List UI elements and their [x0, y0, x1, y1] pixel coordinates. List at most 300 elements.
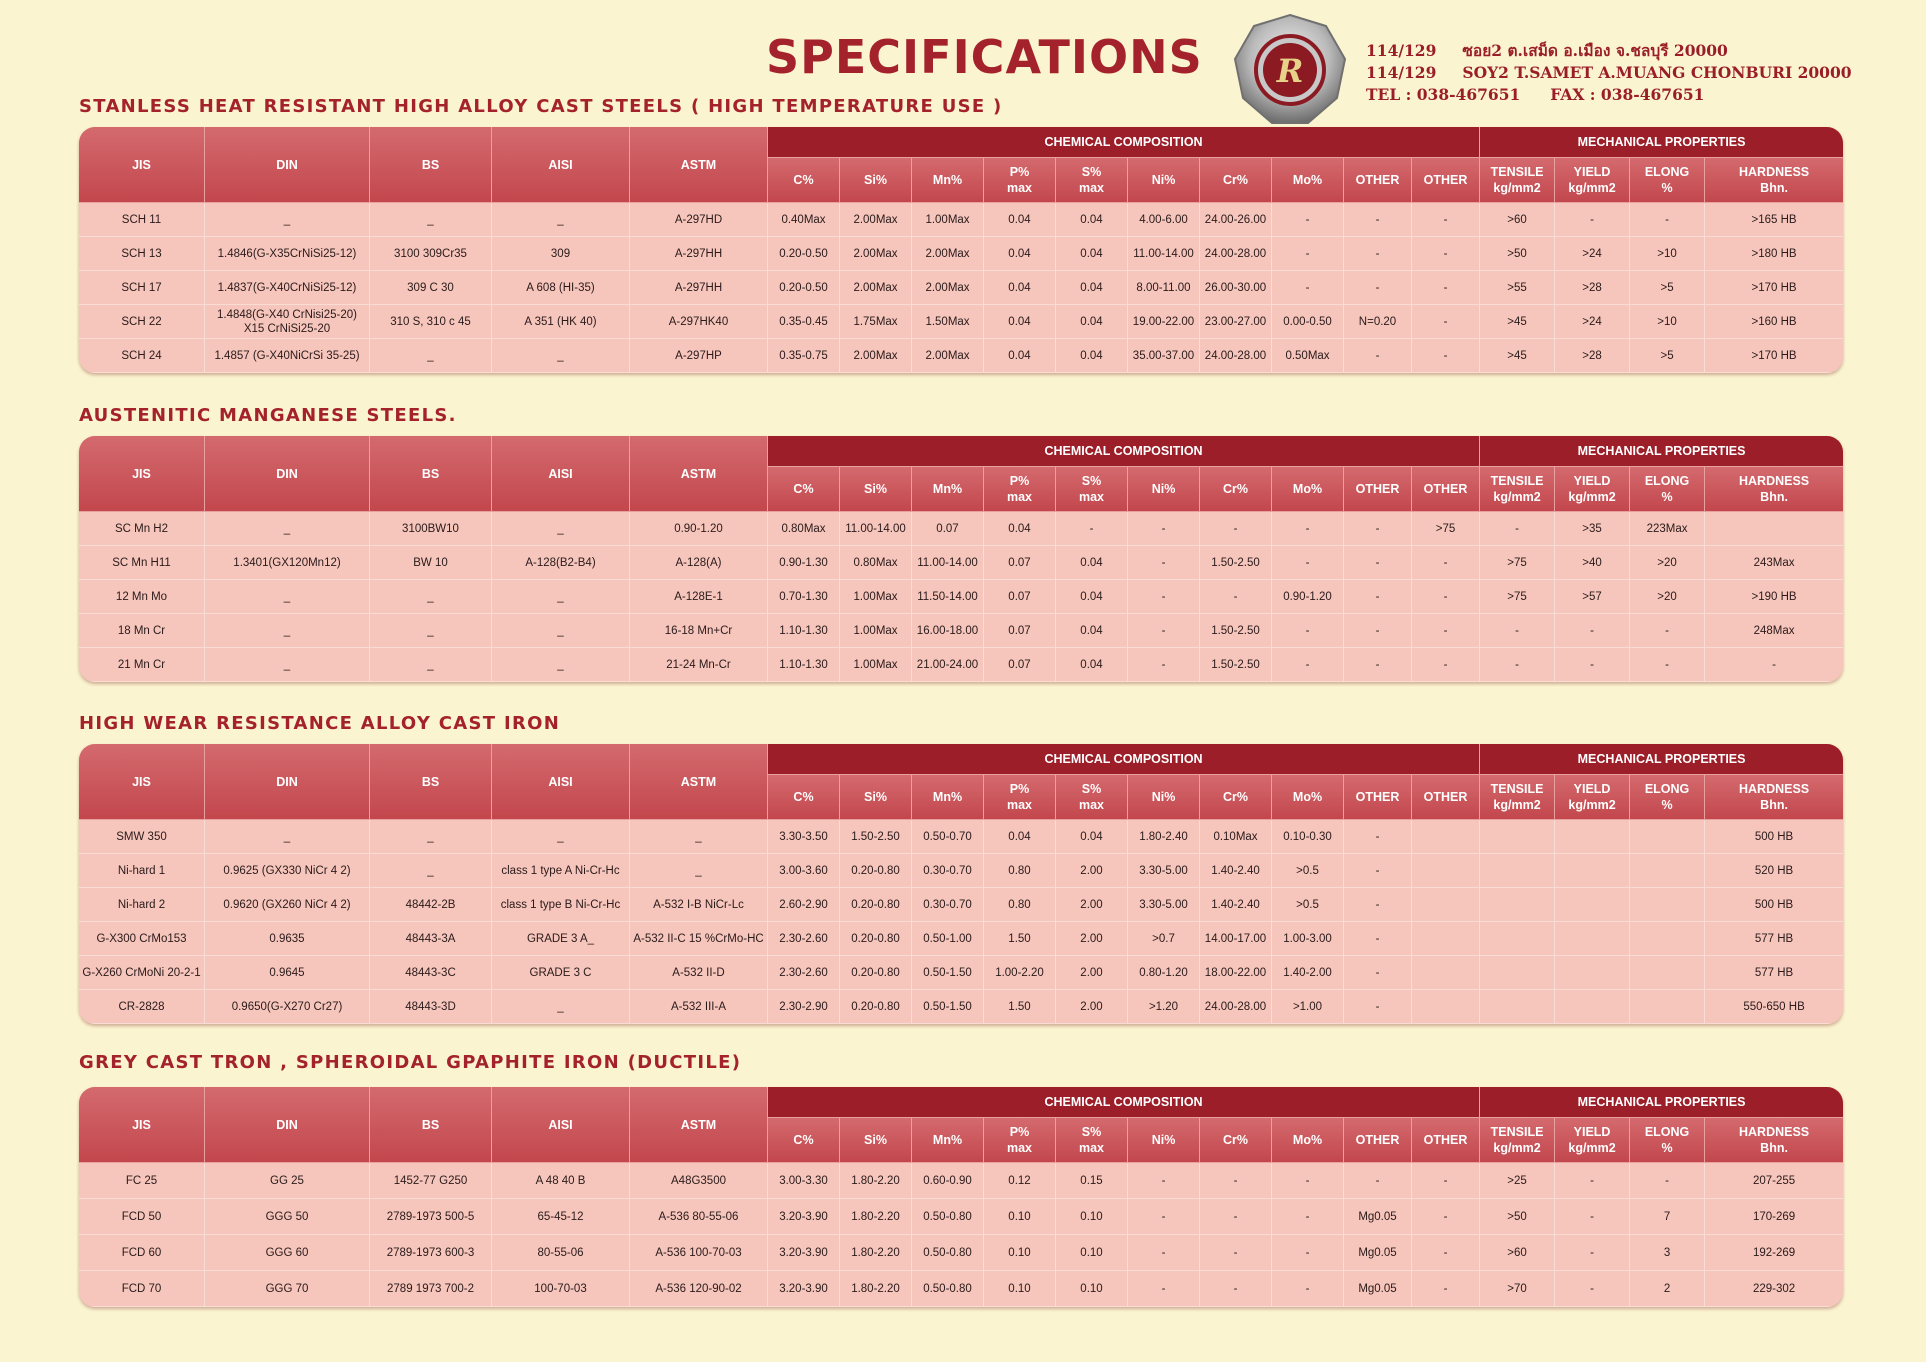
table-cell: Ni-hard 2 [79, 888, 205, 922]
logo-letter: R [1276, 52, 1304, 90]
table-cell: A 351 (HK 40) [492, 305, 630, 339]
table-row [79, 237, 1843, 271]
table-cell: >75 [1480, 546, 1555, 580]
column-header: Ni% [1128, 158, 1200, 203]
column-header: Mn% [912, 467, 984, 512]
table-cell: - [1272, 237, 1344, 271]
table-cell: 2.30-2.90 [768, 990, 840, 1024]
table-cell: 0.04 [1056, 339, 1128, 373]
table-cell: 26.00-30.00 [1200, 271, 1272, 305]
table-cell: 1.4857 (G-X40NiCrSi 35-25) [205, 339, 370, 373]
column-header: Mn% [912, 158, 984, 203]
table-cell: - [1344, 854, 1412, 888]
table-cell: 24.00-26.00 [1200, 203, 1272, 237]
table-cell: - [1344, 922, 1412, 956]
table-cell: 0.50-0.70 [912, 820, 984, 854]
table-cell: A-297HH [630, 271, 768, 305]
table-cell: 2.00 [1056, 888, 1128, 922]
table-cell: FC 25 [79, 1163, 205, 1199]
table-cell: 2.00 [1056, 956, 1128, 990]
table-cell: 0.04 [1056, 648, 1128, 682]
telephone: TEL : 038-467651 [1366, 85, 1521, 104]
table-cell: A-532 III-A [630, 990, 768, 1024]
table-cell: - [1128, 614, 1200, 648]
table-cell: 48443-3C [370, 956, 492, 990]
table-cell: 2.00 [1056, 854, 1128, 888]
table-cell: 577 HB [1705, 922, 1843, 956]
table-cell: SC Mn H11 [79, 546, 205, 580]
table-cell: 0.04 [1056, 305, 1128, 339]
column-header: OTHER [1412, 1118, 1480, 1163]
table-cell: - [1344, 648, 1412, 682]
column-header: OTHER [1344, 467, 1412, 512]
table-cell: - [1480, 648, 1555, 682]
column-header: C% [768, 1118, 840, 1163]
table-cell: 80-55-06 [492, 1235, 630, 1271]
table-cell: >75 [1412, 512, 1480, 546]
table-cell: class 1 type A Ni-Cr-Hc [492, 854, 630, 888]
table-cell: >20 [1630, 580, 1705, 614]
table-cell: - [1344, 614, 1412, 648]
table-cell [1630, 990, 1705, 1024]
table-cell: 0.20-0.80 [840, 854, 912, 888]
table-row [79, 271, 1843, 305]
table-cell: - [1344, 512, 1412, 546]
column-header: Mo% [1272, 1118, 1344, 1163]
column-header: Ni% [1128, 775, 1200, 820]
table-cell: class 1 type B Ni-Cr-Hc [492, 888, 630, 922]
column-header: Si% [840, 775, 912, 820]
table-cell: - [1412, 546, 1480, 580]
column-header: ELONG % [1630, 467, 1705, 512]
column-header-jis: JIS [79, 436, 205, 512]
table-cell: >170 HB [1705, 339, 1843, 373]
table-cell: _ [630, 820, 768, 854]
table-cell: - [1272, 1235, 1344, 1271]
table-cell: 1.40-2.00 [1272, 956, 1344, 990]
table-cell: 1.10-1.30 [768, 614, 840, 648]
table-cell: - [1344, 237, 1412, 271]
column-header-jis: JIS [79, 1087, 205, 1163]
table-cell: 0.30-0.70 [912, 888, 984, 922]
table-cell: - [1630, 203, 1705, 237]
company-logo [1232, 12, 1348, 128]
table-cell: >28 [1555, 339, 1630, 373]
table-cell: GRADE 3 C [492, 956, 630, 990]
table-cell: - [1412, 648, 1480, 682]
table-cell: 500 HB [1705, 820, 1843, 854]
table-cell: 500 HB [1705, 888, 1843, 922]
table-cell: 1.40-2.40 [1200, 854, 1272, 888]
column-header: S% max [1056, 158, 1128, 203]
table-cell [1412, 888, 1480, 922]
table-cell: - [1128, 546, 1200, 580]
table-cell: _ [205, 614, 370, 648]
column-header: HARDNESS Bhn. [1705, 467, 1843, 512]
table-cell: 11.00-14.00 [1128, 237, 1200, 271]
table-cell: 3.30-5.00 [1128, 854, 1200, 888]
table-cell: - [1272, 546, 1344, 580]
table-cell: - [1555, 1163, 1630, 1199]
column-header: Mn% [912, 775, 984, 820]
table-cell: SCH 11 [79, 203, 205, 237]
column-header: YIELD kg/mm2 [1555, 775, 1630, 820]
table-cell: - [1344, 888, 1412, 922]
table-cell: 2.00Max [840, 339, 912, 373]
table-cell: 18.00-22.00 [1200, 956, 1272, 990]
table-cell: 0.20-0.80 [840, 888, 912, 922]
table-cell: A-128E-1 [630, 580, 768, 614]
table-cell: - [1128, 1163, 1200, 1199]
table-cell: >57 [1555, 580, 1630, 614]
table-cell: 48443-3D [370, 990, 492, 1024]
table-cell: A-128(A) [630, 546, 768, 580]
table-cell [1555, 820, 1630, 854]
table-cell: 0.04 [1056, 237, 1128, 271]
table-cell: 0.9645 [205, 956, 370, 990]
table-cell: 0.07 [912, 512, 984, 546]
table-cell: - [1412, 237, 1480, 271]
column-header-astm: ASTM [630, 1087, 768, 1163]
table-cell: GGG 60 [205, 1235, 370, 1271]
table-cell: 21.00-24.00 [912, 648, 984, 682]
table-cell: - [1200, 512, 1272, 546]
table-cell: _ [492, 648, 630, 682]
table-cell: 1.50 [984, 922, 1056, 956]
table-cell: - [1200, 1163, 1272, 1199]
table-cell: >0.5 [1272, 888, 1344, 922]
table-cell [1705, 512, 1843, 546]
column-header: YIELD kg/mm2 [1555, 467, 1630, 512]
table-cell: - [1412, 1199, 1480, 1235]
table-cell: 207-255 [1705, 1163, 1843, 1199]
table-cell: 1.40-2.40 [1200, 888, 1272, 922]
column-header: Mn% [912, 1118, 984, 1163]
address-thai: ซอย2 ต.เสม็ด อ.เมือง จ.ชลบุรี 20000 [1462, 41, 1728, 60]
column-header: ELONG % [1630, 775, 1705, 820]
table-cell: - [1272, 648, 1344, 682]
section-title: GREY CAST TRON , SPHEROIDAL GPAPHITE IRON (DUCTILE) [79, 1052, 742, 1073]
table-cell: 4.00-6.00 [1128, 203, 1200, 237]
table-cell: 0.20-0.50 [768, 237, 840, 271]
table-cell: 0.50-1.50 [912, 990, 984, 1024]
address-number: 114/129 [1366, 63, 1437, 82]
table-cell: 0.80Max [840, 546, 912, 580]
table-cell: CR-2828 [79, 990, 205, 1024]
table-cell: _ [370, 854, 492, 888]
table-cell: >5 [1630, 271, 1705, 305]
table-cell: - [1555, 1271, 1630, 1307]
table-cell: 1.80-2.20 [840, 1271, 912, 1307]
table-cell: - [1272, 1271, 1344, 1307]
table-cell [1630, 956, 1705, 990]
table-cell: - [1412, 271, 1480, 305]
table-row [79, 956, 1843, 990]
table-cell: 0.20-0.80 [840, 956, 912, 990]
table-row [79, 648, 1843, 682]
column-header: HARDNESS Bhn. [1705, 1118, 1843, 1163]
column-header: C% [768, 467, 840, 512]
table-cell: 1.00Max [912, 203, 984, 237]
table-row [79, 339, 1843, 373]
table-cell: - [1412, 580, 1480, 614]
table-cell: 0.9650(G-X270 Cr27) [205, 990, 370, 1024]
column-header: Ni% [1128, 1118, 1200, 1163]
mechanical-properties-header: MECHANICAL PROPERTIES [1480, 436, 1843, 467]
table-cell: 1452-77 G250 [370, 1163, 492, 1199]
table-cell: - [1412, 203, 1480, 237]
table-cell: _ [370, 339, 492, 373]
column-header: Ni% [1128, 467, 1200, 512]
table-cell: SCH 17 [79, 271, 205, 305]
table-cell: 2.00 [1056, 990, 1128, 1024]
table-cell: 1.00Max [840, 580, 912, 614]
table-cell: FCD 60 [79, 1235, 205, 1271]
table-cell: Mg0.05 [1344, 1199, 1412, 1235]
table-cell: 0.04 [984, 271, 1056, 305]
table-cell [1480, 922, 1555, 956]
column-header-bs: BS [370, 436, 492, 512]
table-cell: 35.00-37.00 [1128, 339, 1200, 373]
column-header: Si% [840, 467, 912, 512]
table-cell [1630, 888, 1705, 922]
table-cell: 8.00-11.00 [1128, 271, 1200, 305]
table-cell: _ [492, 203, 630, 237]
table-cell: 2.00Max [912, 237, 984, 271]
table-cell: Ni-hard 1 [79, 854, 205, 888]
table-row [79, 1199, 1843, 1235]
table-cell: 2.30-2.60 [768, 922, 840, 956]
table-cell: >10 [1630, 305, 1705, 339]
table-cell: 0.20-0.80 [840, 922, 912, 956]
table-cell: G-X300 CrMo153 [79, 922, 205, 956]
table-cell: - [1555, 1199, 1630, 1235]
table-row [79, 990, 1843, 1024]
table-cell: - [1344, 339, 1412, 373]
table-cell: - [1412, 305, 1480, 339]
table-cell: 170-269 [1705, 1199, 1843, 1235]
table-cell: 24.00-28.00 [1200, 237, 1272, 271]
table-cell: SCH 13 [79, 237, 205, 271]
table-cell: - [1344, 1163, 1412, 1199]
table-cell: >1.00 [1272, 990, 1344, 1024]
table-row [79, 512, 1843, 546]
table-cell: A-297HH [630, 237, 768, 271]
table-cell: 0.9635 [205, 922, 370, 956]
table-cell: >5 [1630, 339, 1705, 373]
table-cell: 0.80Max [768, 512, 840, 546]
column-header: P% max [984, 775, 1056, 820]
table-cell: 2.00Max [912, 339, 984, 373]
table-cell: 0.04 [984, 512, 1056, 546]
table-cell: GG 25 [205, 1163, 370, 1199]
table-cell: 3.20-3.90 [768, 1271, 840, 1307]
table-cell: 0.90-1.30 [768, 546, 840, 580]
table-cell: A-532 II-C 15 %CrMo-HC [630, 922, 768, 956]
table-cell: - [1344, 271, 1412, 305]
column-header-bs: BS [370, 127, 492, 203]
table-cell [1630, 820, 1705, 854]
table-cell: - [1630, 648, 1705, 682]
table-cell: 0.10-0.30 [1272, 820, 1344, 854]
column-header: Cr% [1200, 1118, 1272, 1163]
column-header: HARDNESS Bhn. [1705, 158, 1843, 203]
table-cell: 24.00-28.00 [1200, 990, 1272, 1024]
table-cell: 192-269 [1705, 1235, 1843, 1271]
table-cell [1480, 990, 1555, 1024]
column-header: TENSILE kg/mm2 [1480, 775, 1555, 820]
table-cell: 1.4848(G-X40 CrNisi25-20) X15 CrNiSi25-20 [205, 305, 370, 339]
table-cell: FCD 50 [79, 1199, 205, 1235]
table-cell: 1.80-2.20 [840, 1235, 912, 1271]
table-cell: 309 [492, 237, 630, 271]
table-cell [1630, 854, 1705, 888]
table-cell: _ [492, 614, 630, 648]
column-header: OTHER [1412, 158, 1480, 203]
table-cell: 11.00-14.00 [840, 512, 912, 546]
table-cell: 3100 309Cr35 [370, 237, 492, 271]
table-cell: _ [630, 854, 768, 888]
table-cell: _ [492, 512, 630, 546]
table-cell: A-297HP [630, 339, 768, 373]
table-cell: 65-45-12 [492, 1199, 630, 1235]
table-cell: >50 [1480, 1199, 1555, 1235]
table-cell: - [1128, 648, 1200, 682]
table-cell: 3.20-3.90 [768, 1199, 840, 1235]
table-cell: 21 Mn Cr [79, 648, 205, 682]
table-cell: _ [370, 648, 492, 682]
table-cell: 0.04 [984, 237, 1056, 271]
specification-table [79, 436, 1843, 682]
table-cell [1555, 854, 1630, 888]
mechanical-properties-header: MECHANICAL PROPERTIES [1480, 744, 1843, 775]
table-cell: 1.80-2.40 [1128, 820, 1200, 854]
table-cell: 310 S, 310 c 45 [370, 305, 492, 339]
table-cell: 0.15 [1056, 1163, 1128, 1199]
table-cell: - [1128, 580, 1200, 614]
column-header-bs: BS [370, 744, 492, 820]
table-cell: 0.80 [984, 888, 1056, 922]
column-header: Si% [840, 1118, 912, 1163]
table-cell: - [1705, 648, 1843, 682]
table-cell: - [1344, 990, 1412, 1024]
table-cell: >35 [1555, 512, 1630, 546]
column-header-astm: ASTM [630, 436, 768, 512]
table-cell: - [1272, 1199, 1344, 1235]
table-cell: 18 Mn Cr [79, 614, 205, 648]
table-cell: - [1344, 820, 1412, 854]
table-cell [1412, 922, 1480, 956]
table-cell: 0.20-0.50 [768, 271, 840, 305]
table-row [79, 203, 1843, 237]
table-cell: 2.00Max [840, 203, 912, 237]
table-cell: - [1200, 1271, 1272, 1307]
table-cell: 3.30-3.50 [768, 820, 840, 854]
table-cell: Mg0.05 [1344, 1271, 1412, 1307]
table-cell: - [1344, 203, 1412, 237]
column-header: YIELD kg/mm2 [1555, 158, 1630, 203]
table-cell: 0.04 [1056, 546, 1128, 580]
column-header-astm: ASTM [630, 744, 768, 820]
column-header-din: DIN [205, 127, 370, 203]
table-cell: 1.00Max [840, 614, 912, 648]
table-cell: 48442-2B [370, 888, 492, 922]
table-cell: >25 [1480, 1163, 1555, 1199]
table-cell: 0.10 [1056, 1199, 1128, 1235]
table-cell [1480, 820, 1555, 854]
table-cell: - [1200, 1199, 1272, 1235]
table-cell: - [1272, 512, 1344, 546]
table-cell: - [1200, 1235, 1272, 1271]
table-cell: 0.04 [984, 820, 1056, 854]
table-cell: >70 [1480, 1271, 1555, 1307]
table-cell: A 48 40 B [492, 1163, 630, 1199]
table-cell: 1.4846(G-X35CrNiSi25-12) [205, 237, 370, 271]
table-cell: 0.50-1.00 [912, 922, 984, 956]
table-cell: A-297HK40 [630, 305, 768, 339]
table-row [79, 1235, 1843, 1271]
table-cell: - [1344, 580, 1412, 614]
column-header: Cr% [1200, 158, 1272, 203]
table-cell: >45 [1480, 339, 1555, 373]
table-cell: 1.3401(GX120Mn12) [205, 546, 370, 580]
table-cell: 0.60-0.90 [912, 1163, 984, 1199]
table-cell: 24.00-28.00 [1200, 339, 1272, 373]
table-cell: 0.35-0.45 [768, 305, 840, 339]
column-header-bs: BS [370, 1087, 492, 1163]
table-cell: >24 [1555, 237, 1630, 271]
table-cell: SC Mn H2 [79, 512, 205, 546]
table-cell: 1.50 [984, 990, 1056, 1024]
table-cell: - [1555, 614, 1630, 648]
table-cell: >75 [1480, 580, 1555, 614]
table-cell: 3.00-3.30 [768, 1163, 840, 1199]
table-cell: 0.10 [1056, 1271, 1128, 1307]
table-cell: G-X260 CrMoNi 20-2-1 [79, 956, 205, 990]
table-cell: >0.5 [1272, 854, 1344, 888]
section-title: STANLESS HEAT RESISTANT HIGH ALLOY CAST STEELS ( HIGH TEMPERATURE USE ) [79, 96, 1003, 117]
company-address [1366, 40, 1852, 106]
table-cell: 2.30-2.60 [768, 956, 840, 990]
table-cell: 21-24 Mn-Cr [630, 648, 768, 682]
table-cell: 0.04 [1056, 580, 1128, 614]
table-cell: >60 [1480, 203, 1555, 237]
column-header-aisi: AISI [492, 436, 630, 512]
table-cell [1412, 990, 1480, 1024]
table-cell: A 608 (HI-35) [492, 271, 630, 305]
table-cell: _ [205, 580, 370, 614]
table-cell: 16-18 Mn+Cr [630, 614, 768, 648]
table-cell: 1.00Max [840, 648, 912, 682]
column-header-aisi: AISI [492, 1087, 630, 1163]
table-cell: - [1412, 1163, 1480, 1199]
fax: FAX : 038-467651 [1550, 85, 1705, 104]
column-header: P% max [984, 1118, 1056, 1163]
table-cell: - [1200, 580, 1272, 614]
table-cell: 2789-1973 600-3 [370, 1235, 492, 1271]
table-cell: 11.00-14.00 [912, 546, 984, 580]
address-english: SOY2 T.SAMET A.MUANG CHONBURI 20000 [1462, 63, 1852, 82]
column-header: Si% [840, 158, 912, 203]
table-cell: 1.50Max [912, 305, 984, 339]
table-cell: 2789 1973 700-2 [370, 1271, 492, 1307]
table-cell: - [1272, 614, 1344, 648]
table-cell: 243Max [1705, 546, 1843, 580]
section-title: AUSTENITIC MANGANESE STEELS. [79, 405, 457, 426]
table-cell: 248Max [1705, 614, 1843, 648]
table-cell: SCH 22 [79, 305, 205, 339]
table-cell: 550-650 HB [1705, 990, 1843, 1024]
